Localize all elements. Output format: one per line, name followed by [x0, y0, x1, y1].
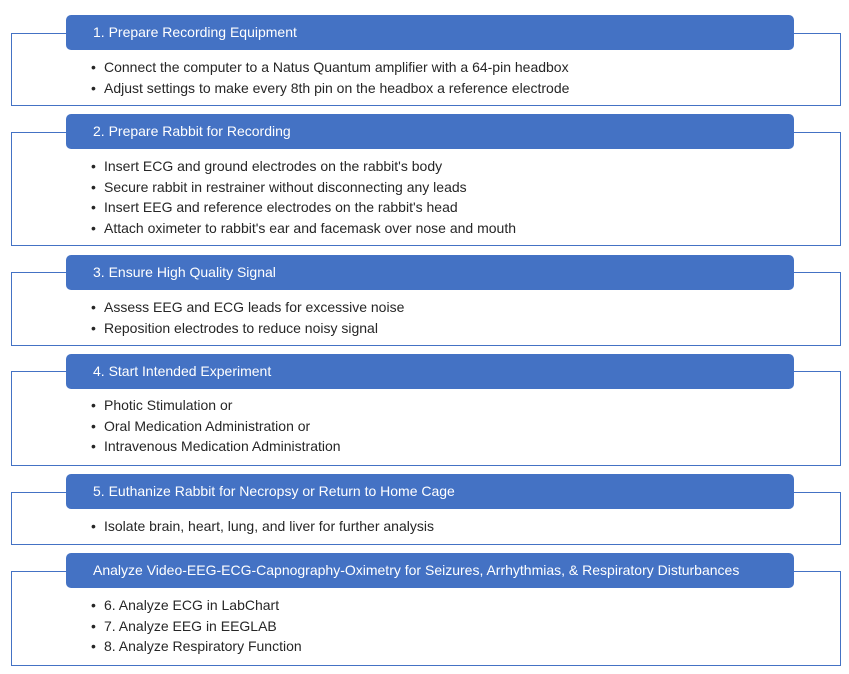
- step-2-header: 2. Prepare Rabbit for Recording: [66, 114, 794, 149]
- bullet-icon: •: [91, 617, 96, 634]
- list-item: [91, 318, 404, 339]
- list-item: [91, 416, 341, 437]
- bullet-text: Reposition electrodes to reduce noisy signal: [104, 319, 378, 336]
- step-3-bullets: [91, 297, 404, 338]
- bullet-text: 6. Analyze ECG in LabChart: [104, 597, 280, 613]
- bullet-text: Secure rabbit in restrainer without disconnecting any leads: [104, 178, 467, 195]
- list-item: [91, 177, 516, 198]
- bullet-icon: •: [91, 199, 96, 215]
- step-1-header: 1. Prepare Recording Equipment: [66, 15, 794, 50]
- bullet-text: Adjust settings to make every 8th pin on the headbox a reference electrode: [104, 79, 570, 96]
- step-2-bullets: [91, 156, 516, 238]
- list-item: [91, 595, 302, 616]
- bullet-text: Connect the computer to a Natus Quantum amplifier with a 64-pin headbox: [104, 59, 569, 75]
- list-item: [91, 436, 341, 457]
- bullet-icon: •: [91, 638, 96, 654]
- list-item: [91, 57, 569, 78]
- bullet-icon: •: [91, 319, 96, 336]
- list-item: [91, 395, 341, 416]
- list-item: [91, 516, 434, 537]
- bullet-icon: •: [91, 59, 96, 75]
- bullet-text: Insert EEG and reference electrodes on the rabbit's head: [104, 199, 458, 215]
- bullet-icon: •: [91, 518, 96, 534]
- list-item: [91, 616, 302, 637]
- step-6-header: Analyze Video-EEG-ECG-Capnography-Oximetry for Seizures, Arrhythmias, & Respiratory Disturbances: [66, 553, 794, 588]
- step-4-header: 4. Start Intended Experiment: [66, 354, 794, 389]
- bullet-icon: •: [91, 597, 96, 613]
- list-item: [91, 78, 569, 99]
- list-item: [91, 297, 404, 318]
- step-4-bullets: [91, 395, 341, 457]
- bullet-icon: •: [91, 299, 96, 315]
- bullet-icon: •: [91, 158, 96, 174]
- bullet-icon: •: [91, 397, 96, 413]
- bullet-icon: •: [91, 417, 96, 434]
- bullet-text: Photic Stimulation or: [104, 397, 233, 413]
- bullet-text: 7. Analyze EEG in EEGLAB: [104, 617, 277, 634]
- bullet-icon: •: [91, 438, 96, 454]
- step-6-bullets: [91, 595, 302, 657]
- list-item: [91, 636, 302, 657]
- bullet-icon: •: [91, 219, 96, 236]
- bullet-text: Insert ECG and ground electrodes on the rabbit's body: [104, 158, 443, 174]
- bullet-text: Intravenous Medication Administration: [104, 438, 341, 454]
- list-item: [91, 197, 516, 218]
- bullet-text: 8. Analyze Respiratory Function: [104, 638, 302, 654]
- bullet-text: Oral Medication Administration or: [104, 417, 311, 434]
- bullet-text: Isolate brain, heart, lung, and liver for further analysis: [104, 518, 434, 534]
- list-item: [91, 156, 516, 177]
- step-3-header: 3. Ensure High Quality Signal: [66, 255, 794, 290]
- bullet-text: Attach oximeter to rabbit's ear and facemask over nose and mouth: [104, 219, 517, 236]
- bullet-icon: •: [91, 79, 96, 96]
- list-item: [91, 218, 516, 239]
- step-5-header: 5. Euthanize Rabbit for Necropsy or Return to Home Cage: [66, 474, 794, 509]
- step-1-bullets: [91, 57, 569, 98]
- step-5-bullets: [91, 516, 434, 537]
- bullet-icon: •: [91, 178, 96, 195]
- bullet-text: Assess EEG and ECG leads for excessive noise: [104, 299, 405, 315]
